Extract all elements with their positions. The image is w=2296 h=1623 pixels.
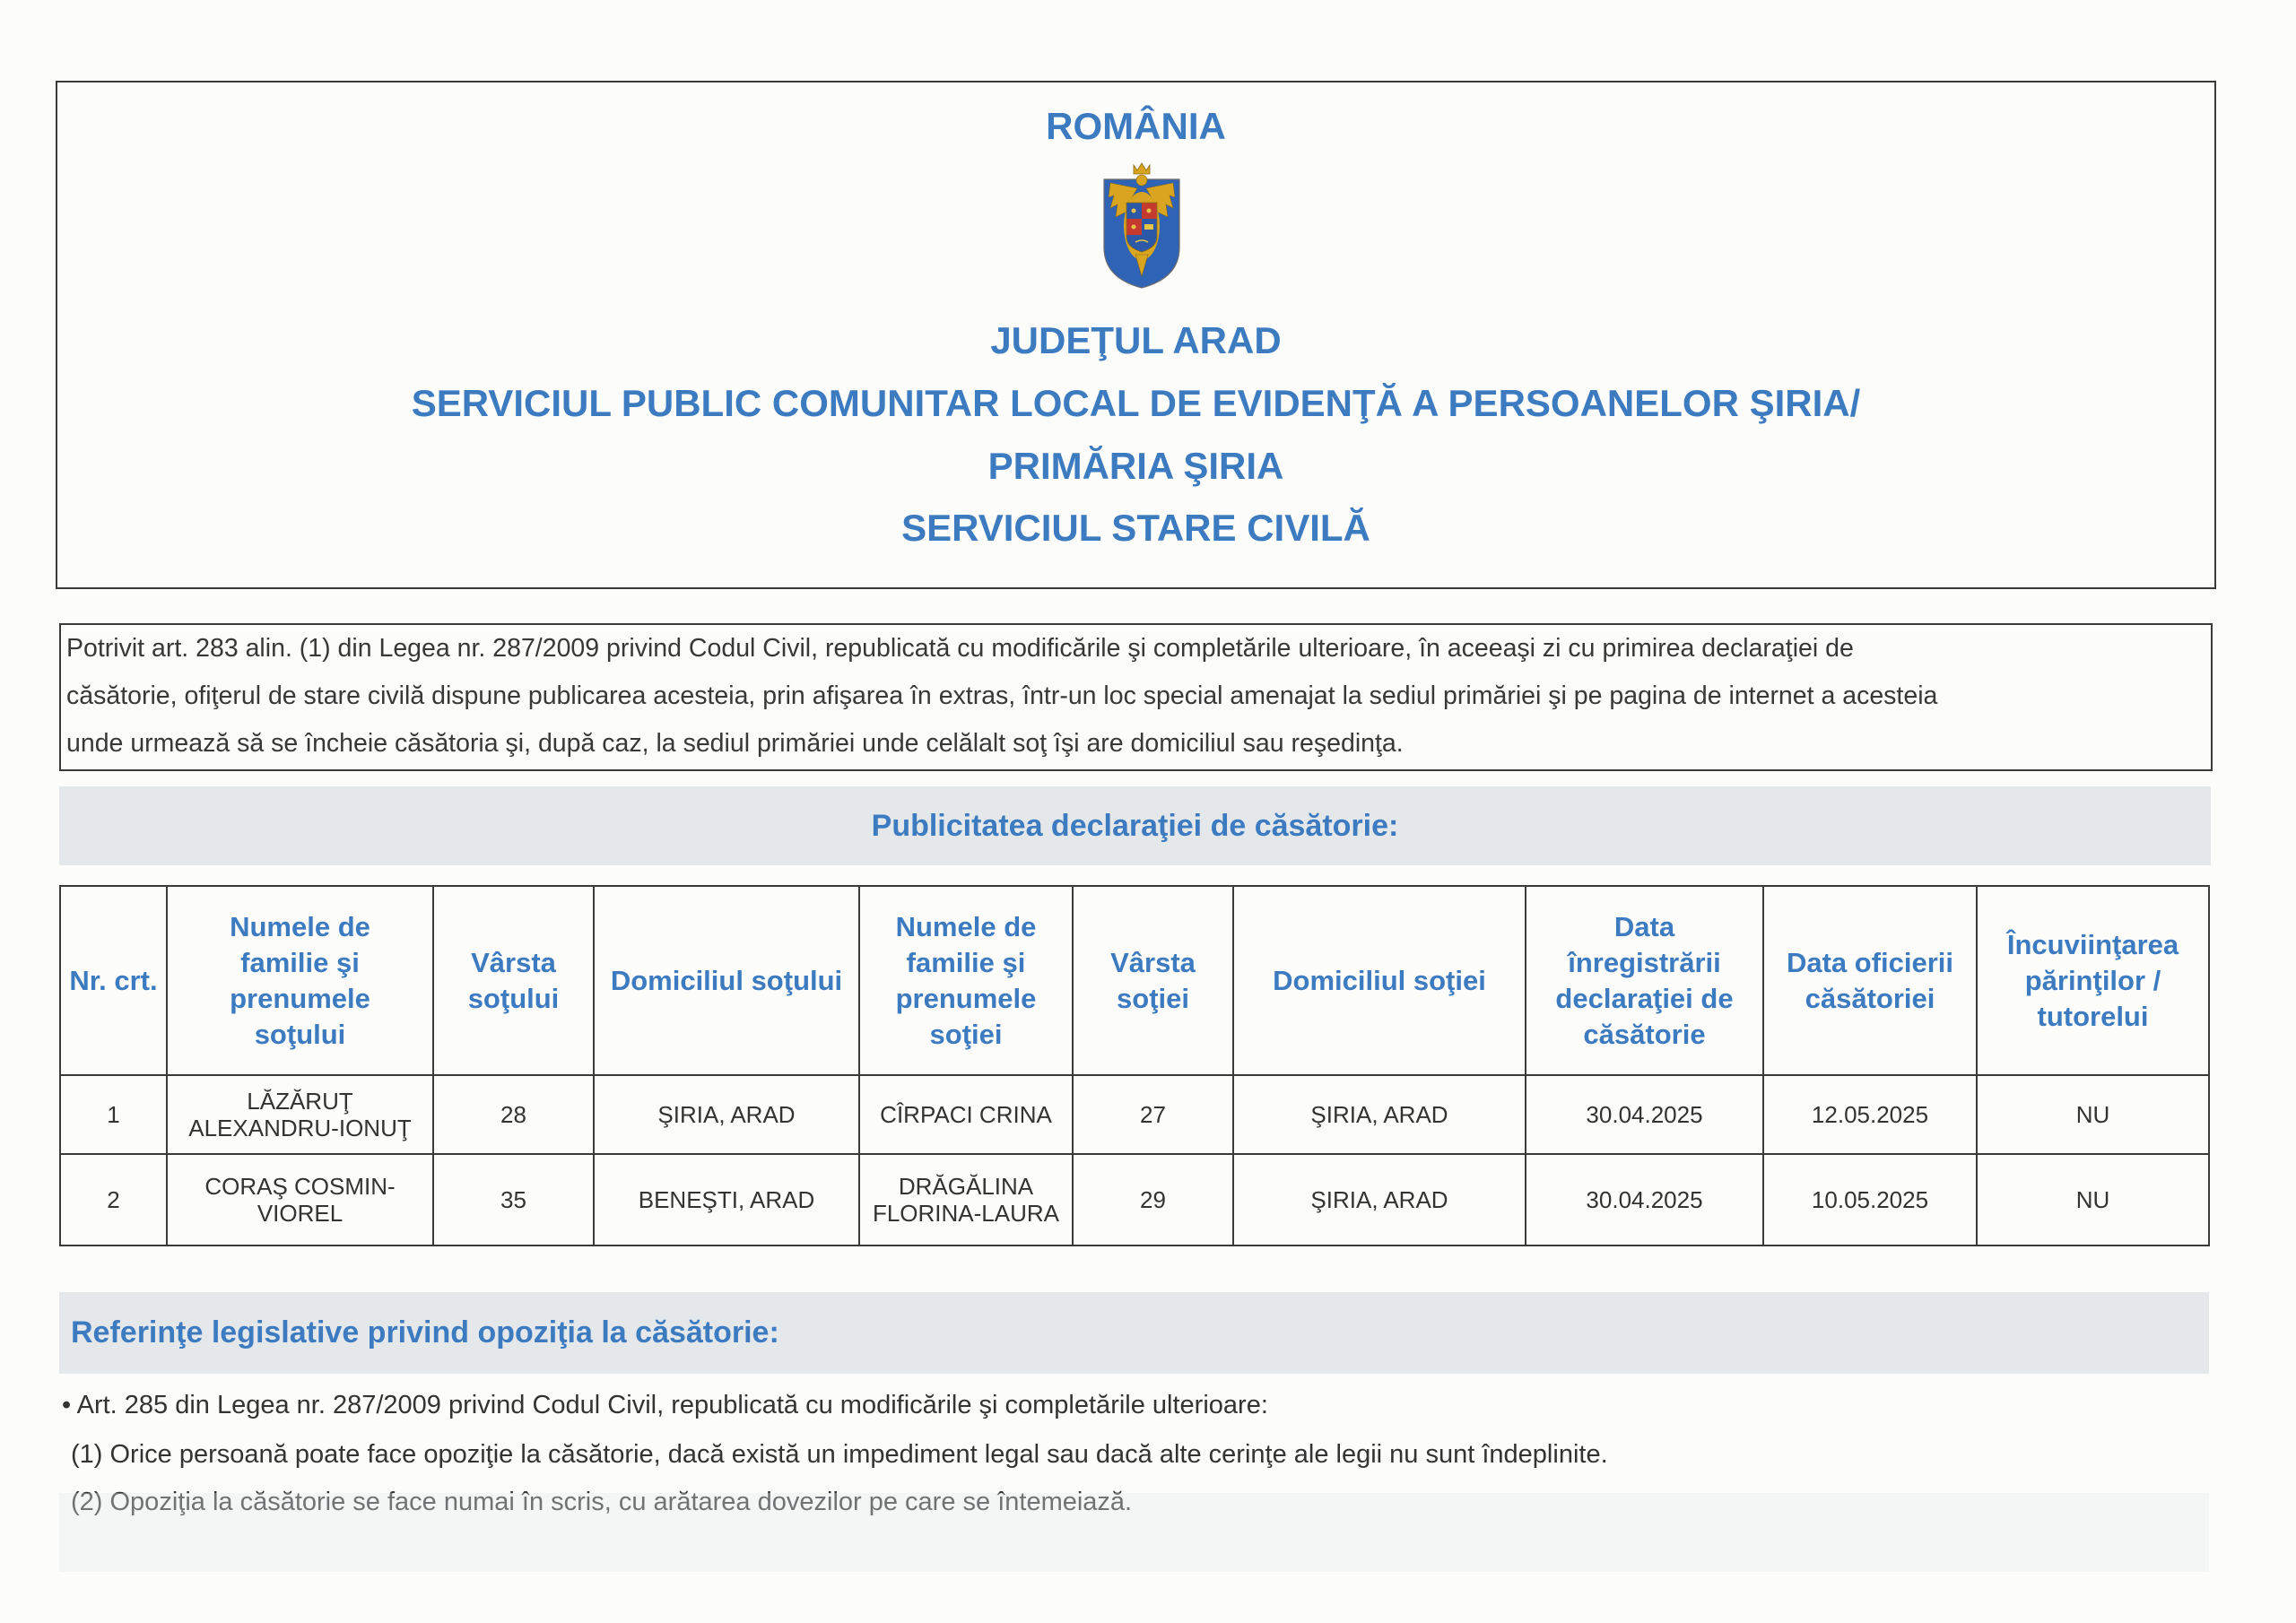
cell-wife-domicile: ŞIRIA, ARAD <box>1233 1154 1526 1245</box>
header-box <box>56 81 2216 589</box>
cell-registration-date: 30.04.2025 <box>1526 1075 1763 1154</box>
publicity-title: Publicitatea declaraţiei de căsătorie: <box>871 809 1399 843</box>
header-husband-age: Vârsta soţului <box>433 886 594 1075</box>
table-row <box>60 1075 2209 1154</box>
legal-references-title: Referinţe legislative privind opoziţia la căsătorie: <box>71 1315 779 1350</box>
header-wife-age: Vârsta soţiei <box>1073 886 1233 1075</box>
cell-husband-domicile: ŞIRIA, ARAD <box>594 1075 859 1154</box>
legal-paragraph-2: (2) Opoziţia la căsătorie se face numai în scris, cu arătarea dovezilor pe care se întemeiază. <box>71 1488 1133 1516</box>
romania-coat-of-arms-icon <box>1100 161 1184 291</box>
cell-wife-name: DRĂGĂLINA FLORINA-LAURA <box>859 1154 1073 1245</box>
header-parental-consent: Încuviinţarea părinţilor / tutorelui <box>1977 886 2209 1075</box>
intro-line: căsătorie, ofiţerul de stare civilă dispune publicarea acesteia, prin afişarea în extras, într-un loc special amenajat la sediul primăriei şi pe pagina de internet a acesteia <box>66 681 1938 710</box>
cell-husband-age: 35 <box>433 1154 594 1245</box>
legal-article-line: • Art. 285 din Legea nr. 287/2009 privind Codul Civil, republicată cu modificările şi completările ulterioare: <box>62 1391 1268 1419</box>
header-wife-domicile: Domiciliul soţiei <box>1233 886 1526 1075</box>
cell-husband-name: LĂZĂRUŢ ALEXANDRU-IONUŢ <box>167 1075 433 1154</box>
header-ceremony-date: Data oficierii căsătoriei <box>1763 886 1977 1075</box>
publicity-band <box>59 786 2211 865</box>
header-husband-domicile: Domiciliul soţului <box>594 886 859 1075</box>
table-header-row <box>60 886 2209 1075</box>
header-husband-name: Numele de familie şi prenumele soţului <box>167 886 433 1075</box>
intro-line: Potrivit art. 283 alin. (1) din Legea nr. 287/2009 privind Codul Civil, republicată cu modificările şi completările ulterioare, în aceeaşi zi cu primirea declaraţiei de <box>66 634 1854 663</box>
cell-wife-age: 29 <box>1073 1154 1233 1245</box>
cell-husband-domicile: BENEŞTI, ARAD <box>594 1154 859 1245</box>
cell-nr: 2 <box>60 1154 167 1245</box>
cell-wife-age: 27 <box>1073 1075 1233 1154</box>
county-title: JUDEŢUL ARAD <box>990 319 1282 361</box>
cell-parental-consent: NU <box>1977 1075 2209 1154</box>
cell-wife-domicile: ŞIRIA, ARAD <box>1233 1075 1526 1154</box>
cell-registration-date: 30.04.2025 <box>1526 1154 1763 1245</box>
header-wife-name: Numele de familie şi prenumele soţiei <box>859 886 1073 1075</box>
cell-husband-age: 28 <box>433 1075 594 1154</box>
cell-ceremony-date: 10.05.2025 <box>1763 1154 1977 1245</box>
cell-wife-name: CÎRPACI CRINA <box>859 1075 1073 1154</box>
cell-husband-name: CORAŞ COSMIN-VIOREL <box>167 1154 433 1245</box>
cell-parental-consent: NU <box>1977 1154 2209 1245</box>
legal-references-band <box>59 1292 2209 1374</box>
town-hall-title: PRIMĂRIA ŞIRIA <box>987 445 1284 487</box>
legal-intro-box <box>59 623 2213 771</box>
table-row <box>60 1154 2209 1245</box>
country-title: ROMÂNIA <box>1046 105 1226 147</box>
service-title: SERVICIUL PUBLIC COMUNITAR LOCAL DE EVIDENŢĂ A PERSOANELOR ŞIRIA/ <box>411 382 1861 424</box>
legal-paragraph-1: (1) Orice persoană poate face opoziţie la căsătorie, dacă există un impediment legal sau dacă alte cerinţe ale legii nu sunt îndeplinite. <box>71 1440 1608 1469</box>
header-nr-crt: Nr. crt. <box>60 886 167 1075</box>
intro-line: unde urmează să se încheie căsătoria şi, după caz, la sediul primăriei unde celălalt soţ îşi are domiciliul sau reşedinţa. <box>66 729 1404 758</box>
marriage-declarations-table <box>59 885 2210 1246</box>
bleed-through-band <box>59 1493 2209 1572</box>
department-title: SERVICIUL STARE CIVILĂ <box>901 507 1370 549</box>
header-registration-date: Data înregistrării declaraţiei de căsătorie <box>1526 886 1763 1075</box>
cell-ceremony-date: 12.05.2025 <box>1763 1075 1977 1154</box>
cell-nr: 1 <box>60 1075 167 1154</box>
